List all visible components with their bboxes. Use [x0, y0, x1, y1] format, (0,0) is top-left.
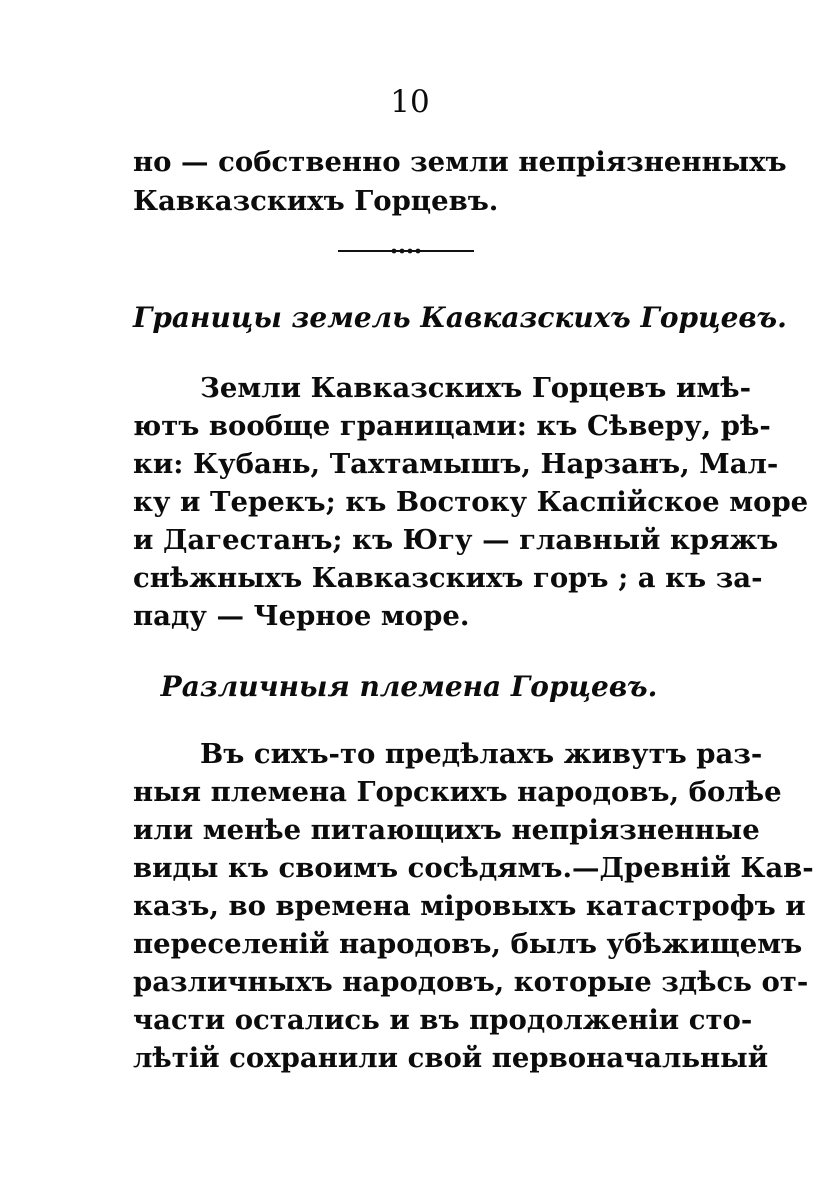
intro-line-1: но — собственно земли непріязненныхъ	[133, 146, 787, 178]
paragraph-1-line-5: и Дагестанъ; къ Югу — главный кряжъ	[133, 524, 779, 556]
paragraph-2-line-5: казъ, во времена міровыхъ катастрофъ и	[133, 890, 806, 922]
paragraph-2-line-3: или менѣе питающихъ непріязненные	[133, 814, 760, 846]
section-heading-tribes: Различныя племена Горцевъ.	[160, 670, 658, 703]
page-number: 10	[390, 84, 430, 120]
paragraph-2-line-6: переселеній народовъ, былъ убѣжищемъ	[133, 928, 803, 960]
paragraph-2-line-4: виды къ своимъ сосѣдямъ.—Древній Кав-	[133, 852, 814, 884]
paragraph-2-line-8: части остались и въ продолженіи сто-	[133, 1004, 753, 1036]
paragraph-1-line-1: Земли Кавказскихъ Горцевъ имѣ-	[200, 372, 751, 404]
paragraph-2-line-2: ныя племена Горскихъ народовъ, болѣе	[133, 776, 782, 808]
paragraph-1-line-2: ютъ вообще границами: къ Сѣверу, рѣ-	[133, 410, 771, 442]
section-divider-ornament	[338, 246, 474, 256]
paragraph-2-line-9: лѣтій сохранили свой первоначальный	[133, 1042, 769, 1074]
paragraph-1-line-6: снѣжныхъ Кавказскихъ горъ ; а къ за-	[133, 562, 763, 594]
paragraph-2-line-1: Въ сихъ-то предѣлахъ живутъ раз-	[200, 738, 763, 770]
section-heading-borders: Границы земель Кавказскихъ Горцевъ.	[133, 301, 787, 334]
paragraph-1-line-7: паду — Черное море.	[133, 600, 470, 632]
intro-line-2: Кавказскихъ Горцевъ.	[133, 185, 499, 217]
paragraph-2-line-7: различныхъ народовъ, которые здѣсь от-	[133, 966, 809, 998]
paragraph-1-line-4: ку и Терекъ; къ Востоку Каспійское море	[133, 486, 809, 518]
paragraph-1-line-3: ки: Кубань, Тахтамышъ, Нарзанъ, Мал-	[133, 448, 779, 480]
